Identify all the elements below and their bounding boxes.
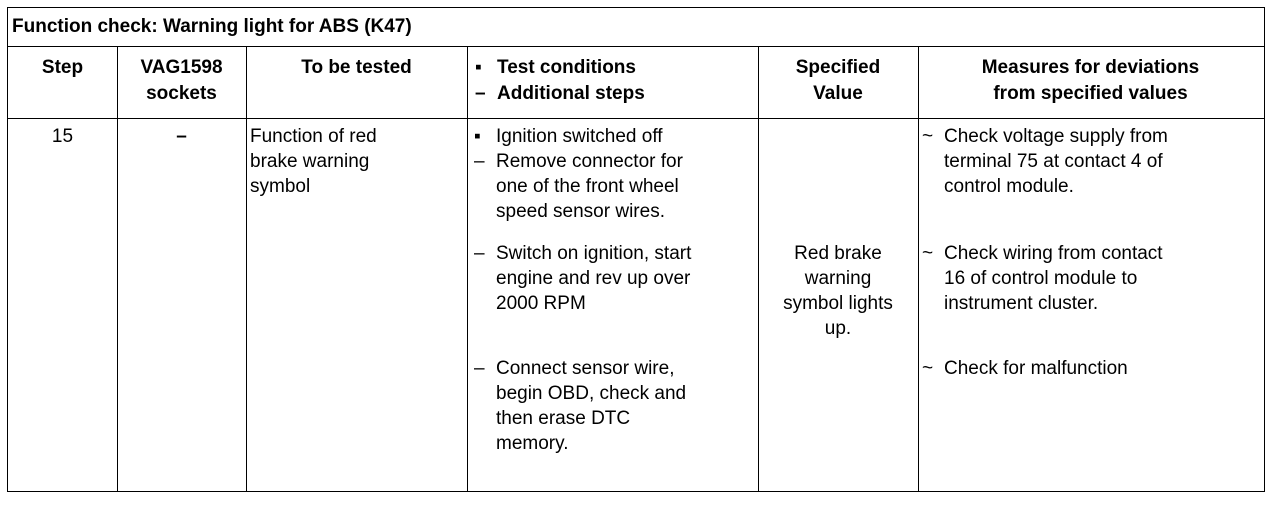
cond3-line1: Switch on ignition, start — [496, 243, 692, 264]
tested-line1: Function of red — [250, 126, 377, 147]
cond2-line3: speed sensor wires. — [496, 201, 665, 222]
header-vag-line1: VAG1598 — [140, 57, 223, 78]
header-step — [8, 55, 117, 81]
header-meas-line2: from specified values — [993, 83, 1188, 104]
bullet-tilde: ~ — [922, 126, 934, 147]
bullet-dash: – — [474, 151, 485, 172]
meas-item-3 — [922, 356, 1262, 381]
header-cond-text2: Additional steps — [497, 83, 645, 104]
header-step-text: Step — [41, 57, 84, 78]
cond2-line2: one of the front wheel — [496, 176, 679, 197]
column-divider — [467, 47, 468, 491]
header-spec-line1: Specified — [795, 57, 881, 78]
header-cond-line2 — [475, 81, 755, 107]
cond1-line1: Ignition switched off — [496, 126, 663, 147]
header-spec-line2: Value — [813, 83, 863, 104]
bullet-tilde: ~ — [922, 358, 934, 379]
header-vag-line2: sockets — [146, 83, 217, 104]
meas-item-3-block — [922, 356, 1262, 381]
table-title: Function check: Warning light for ABS (K47) — [12, 16, 412, 37]
cond-item-2-block — [474, 149, 758, 224]
header-to-be-tested — [246, 55, 467, 81]
cell-vag-sockets: – — [176, 126, 187, 147]
meas-item-2 — [922, 241, 1262, 316]
cond-item-2 — [474, 149, 758, 224]
bullet-dash: – — [474, 358, 485, 379]
meas1-line1: Check voltage supply from — [944, 126, 1168, 147]
cell-specified-value — [758, 241, 918, 341]
header-cond-text1: Test conditions — [497, 57, 636, 78]
cond4-line2: begin OBD, check and — [496, 383, 687, 404]
cell-to-be-tested — [250, 124, 465, 199]
meas-item-2-block — [922, 241, 1262, 316]
cond4-line4: memory. — [496, 433, 569, 454]
header-test-conditions — [475, 55, 755, 107]
meas2-line3: instrument cluster. — [944, 293, 1099, 314]
cond3-line3: 2000 RPM — [496, 293, 586, 314]
header-specified-value — [758, 55, 918, 107]
header-measures — [918, 55, 1263, 107]
meas3-line1: Check for malfunction — [944, 358, 1128, 379]
cond-item-4-block — [474, 356, 758, 456]
cell-step: 15 — [51, 126, 74, 147]
tested-line2: brake warning — [250, 151, 370, 172]
meas1-line3: control module. — [944, 176, 1074, 197]
header-tested-text: To be tested — [301, 57, 412, 78]
spec-line1: Red brake — [794, 243, 882, 264]
header-cond-line1 — [475, 55, 755, 81]
cond-item-4 — [474, 356, 758, 456]
function-check-table — [7, 7, 1265, 492]
bullet-tilde: ~ — [922, 243, 934, 264]
cond-item-3-block — [474, 241, 758, 316]
spec-line4: up. — [824, 318, 852, 339]
cond2-line1: Remove connector for — [496, 151, 683, 172]
bullet-dash: – — [475, 83, 486, 104]
bullet-square: ▪ — [474, 126, 481, 147]
meas-item-1-block — [922, 124, 1262, 199]
meas-item-1 — [922, 124, 1262, 199]
header-meas-line1: Measures for deviations — [981, 57, 1200, 78]
header-divider — [8, 118, 1264, 119]
tested-line3: symbol — [250, 176, 311, 197]
bullet-square: ▪ — [475, 57, 482, 78]
column-divider — [918, 47, 919, 491]
spec-line3: symbol lights — [783, 293, 893, 314]
cond-item-1 — [474, 124, 758, 149]
meas2-line2: 16 of control module to — [944, 268, 1138, 289]
cond3-line2: engine and rev up over — [496, 268, 691, 289]
bullet-dash: – — [474, 243, 485, 264]
cond4-line1: Connect sensor wire, — [496, 358, 675, 379]
cond4-line3: then erase DTC — [496, 408, 631, 429]
cond-item-1-line — [474, 124, 758, 149]
header-vag-sockets — [117, 55, 246, 107]
meas1-line2: terminal 75 at contact 4 of — [944, 151, 1163, 172]
column-divider — [117, 47, 118, 491]
cond-item-3 — [474, 241, 758, 316]
column-divider — [246, 47, 247, 491]
meas2-line1: Check wiring from contact — [944, 243, 1163, 264]
spec-line2: warning — [804, 268, 872, 289]
table-title-row — [8, 8, 1264, 47]
